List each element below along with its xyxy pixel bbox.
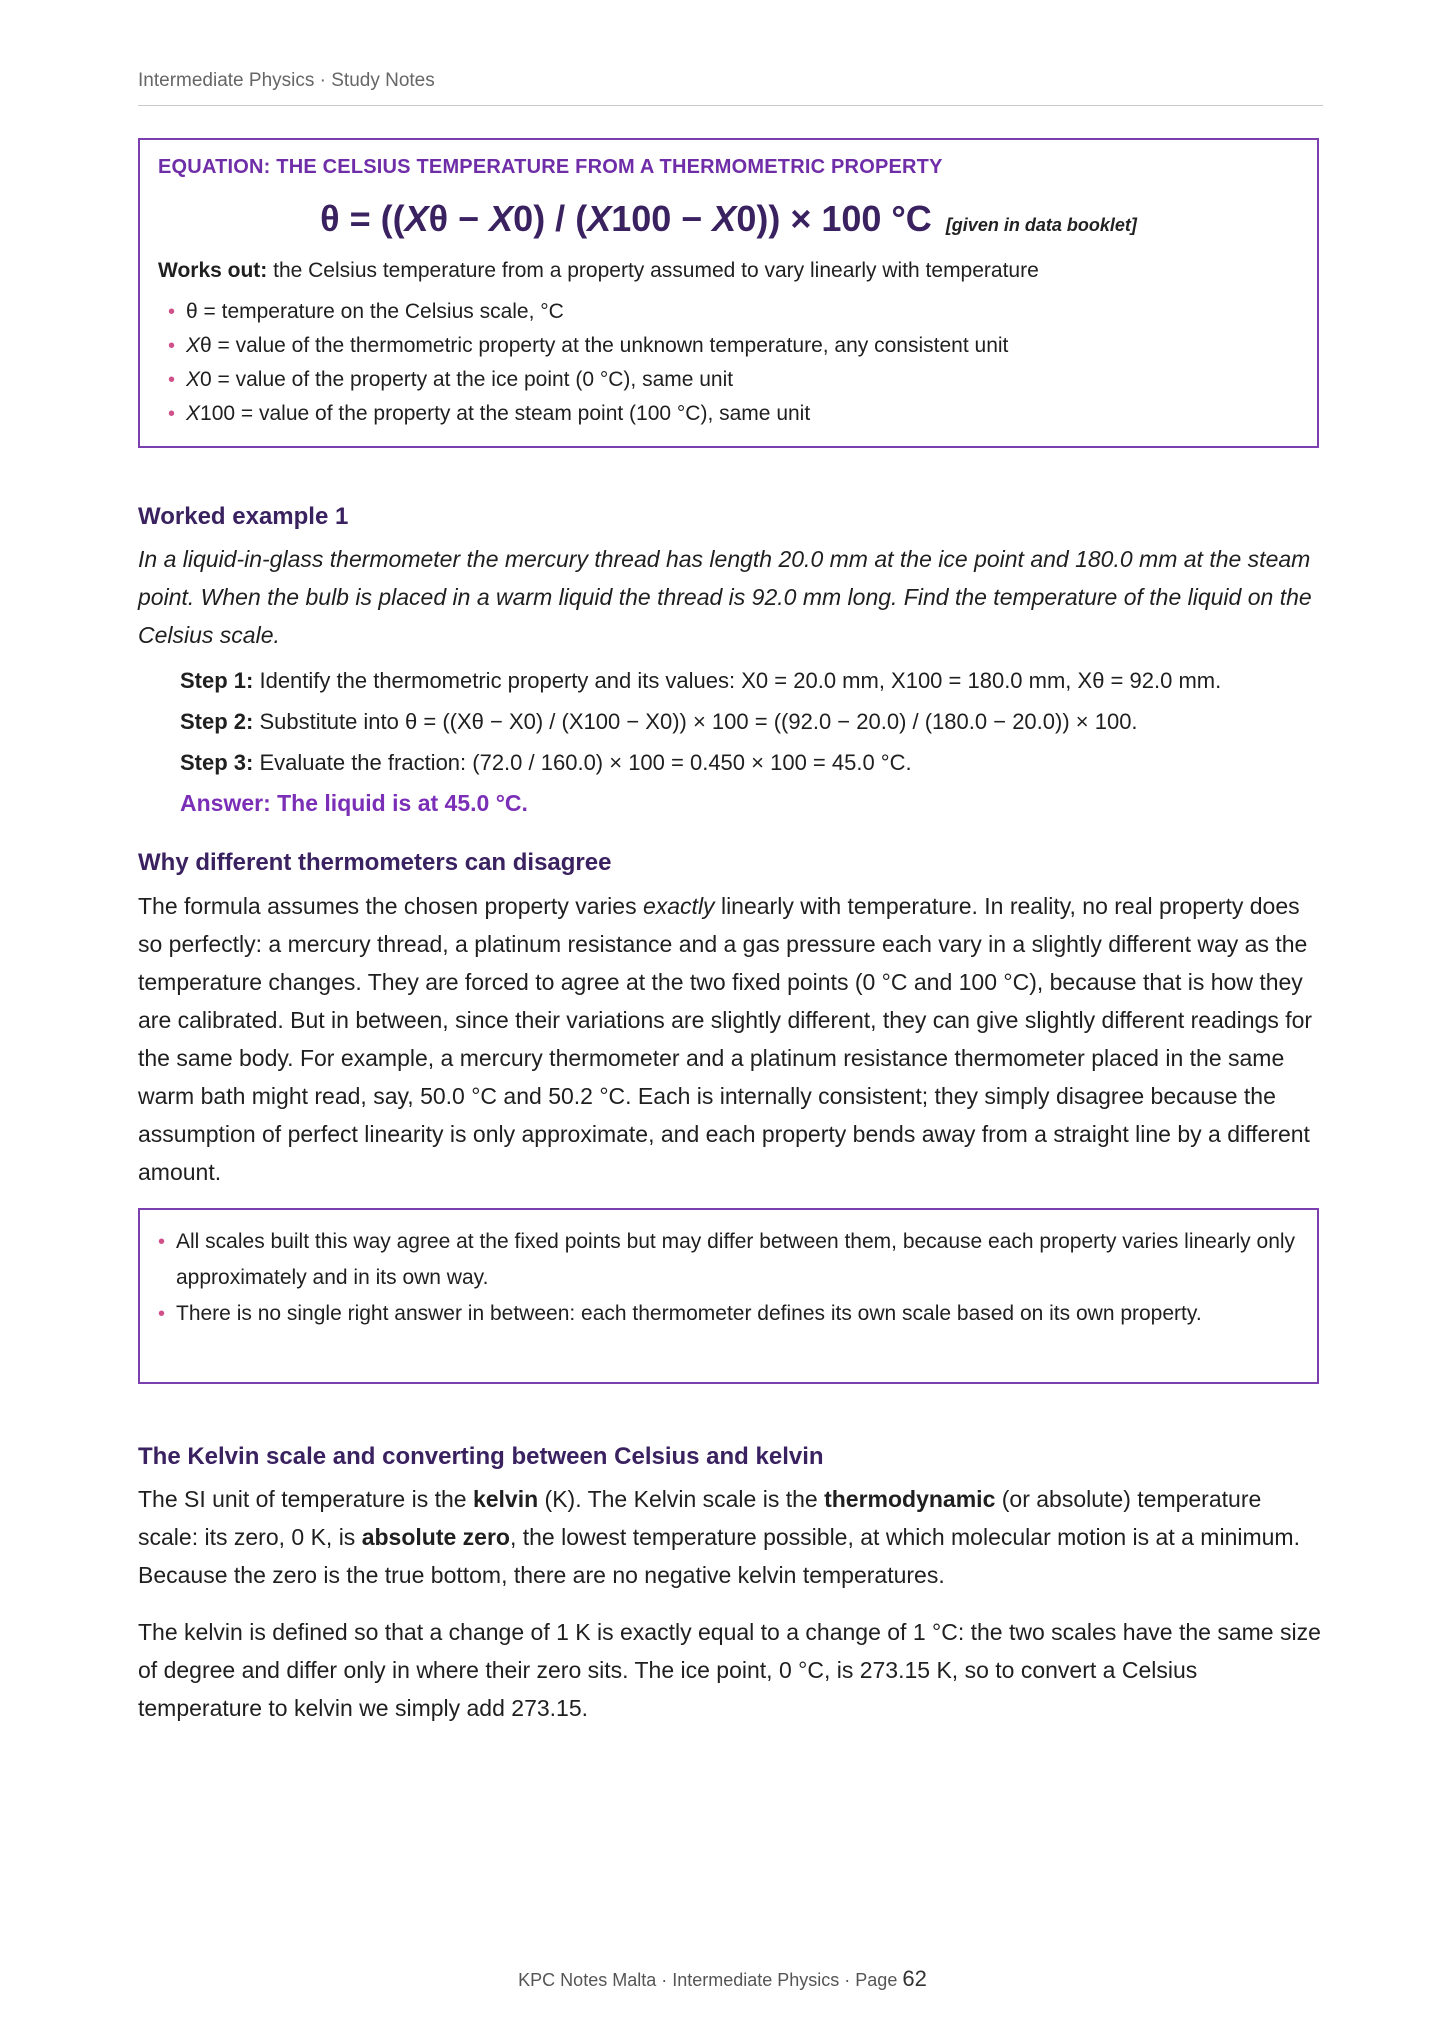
definition-item: • X100 = value of the property at the steam point (100 °C), same unit	[168, 397, 1299, 431]
worked-example-heading: Worked example 1	[138, 503, 349, 530]
definition-item: • θ = temperature on the Celsius scale, °C	[168, 295, 1299, 329]
equation-title: EQUATION: THE CELSIUS TEMPERATURE FROM A THERMOMETRIC PROPERTY	[158, 156, 943, 178]
page-footer: KPC Notes Malta · Intermediate Physics · Page 62	[518, 1966, 927, 1991]
kelvin-paragraph-2: The kelvin is defined so that a change of 1 K is exactly equal to a change of 1 °C: the two scales have the same size of degree and differ only in where their zero sits. The ice point, 0 °C, is 273.15 K, so to convert a Celsius temperature to kelvin we simply add 273.15.	[138, 1619, 1321, 1721]
bullet-icon: •	[168, 335, 176, 357]
step-3: Step 3: Evaluate the fraction: (72.0 / 160.0) × 100 = 0.450 × 100 = 45.0 °C.	[180, 750, 912, 775]
page-number: 62	[902, 1966, 927, 1991]
definition-list	[158, 295, 1299, 431]
equation-line	[158, 191, 1299, 247]
bullet-icon: •	[168, 403, 176, 425]
disagree-paragraph: The formula assumes the chosen property varies exactly linearly with temperature. In reality, no real property does so perfectly: a mercury thread, a platinum resistance and a gas pressure each vary in a slightly different way as the temperature changes. They are forced to agree at the two fixed points (0 °C and 100 °C), because that is how they are calibrated. But in between, since their variations are slightly different, they can give slightly different readings for the same body. For example, a mercury thermometer and a platinum resistance thermometer placed in the same warm bath might read, say, 50.0 °C and 50.2 °C. Each is internally consistent; they simply disagree because the assumption of perfect linearity is only approximate, and each property bends away from a straight line by a different amount.	[138, 893, 1313, 1185]
bullet-icon: •	[168, 369, 176, 391]
disagree-heading: Why different thermometers can disagree	[138, 849, 612, 876]
answer-line: Answer: The liquid is at 45.0 °C.	[180, 790, 528, 816]
key-point-item: • All scales built this way agree at the fixed points but may differ between them, because each property varies linearly only approximately and in its own way.	[158, 1224, 1299, 1296]
running-header: Intermediate Physics · Study Notes	[138, 70, 435, 91]
equation-formula: θ = ((Xθ − X0) / (X100 − X0)) × 100 °C	[320, 198, 932, 239]
equation-note: [given in data booklet]	[945, 215, 1137, 235]
step-1: Step 1: Identify the thermometric property and its values: X0 = 20.0 mm, X100 = 180.0 mm, Xθ = 92.0 mm.	[180, 668, 1222, 693]
key-point-item: • There is no single right answer in between: each thermometer defines its own scale based on its own property.	[158, 1296, 1299, 1332]
key-points-box	[138, 1208, 1319, 1384]
works-out: Works out: the Celsius temperature from a property assumed to vary linearly with temperature	[158, 259, 1039, 282]
bullet-icon: •	[168, 301, 176, 323]
worked-example-steps	[180, 660, 1320, 824]
equation-box	[138, 138, 1319, 448]
bullet-icon: •	[158, 1231, 166, 1253]
step-2: Step 2: Substitute into θ = ((Xθ − X0) / (X100 − X0)) × 100 = ((92.0 − 20.0) / (180.0 − 20.0)) × 100.	[180, 709, 1138, 734]
kelvin-paragraph-1: The SI unit of temperature is the kelvin (K). The Kelvin scale is the thermodynamic (or absolute) temperature scale: its zero, 0 K, is absolute zero, the lowest temperature possible, at which molecular motion is at a minimum. Because the zero is the true bottom, there are no negative kelvin temperatures.	[138, 1486, 1300, 1588]
header-rule	[138, 105, 1323, 106]
definition-item: • Xθ = value of the thermometric property at the unknown temperature, any consistent unit	[168, 329, 1299, 363]
kelvin-heading: The Kelvin scale and converting between Celsius and kelvin	[138, 1443, 824, 1470]
definition-item: • X0 = value of the property at the ice point (0 °C), same unit	[168, 363, 1299, 397]
worked-example-problem: In a liquid-in-glass thermometer the mercury thread has length 20.0 mm at the ice point and 180.0 mm at the steam point. When the bulb is placed in a warm liquid the thread is 92.0 mm long. Find the temperature of the liquid on the Celsius scale.	[138, 546, 1312, 648]
bullet-icon: •	[158, 1303, 166, 1325]
